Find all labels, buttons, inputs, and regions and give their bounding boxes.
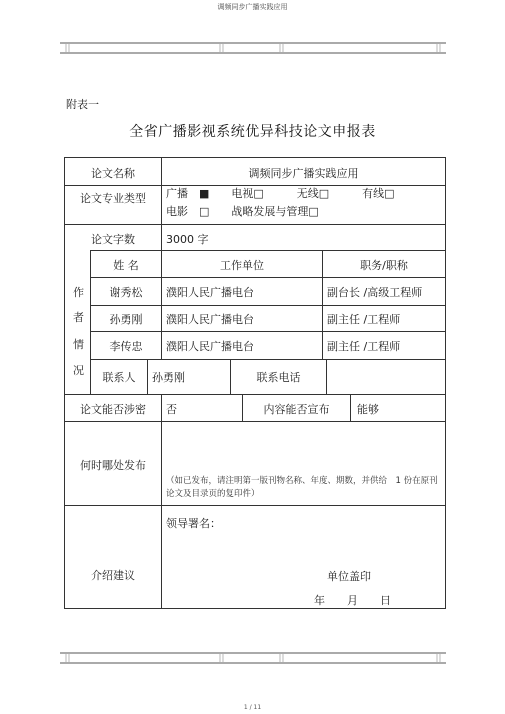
author-unit: 濮阳人民广播电台 <box>166 340 254 353</box>
author-name: 孙勇刚 <box>109 313 143 326</box>
page-number: 1 / 11 <box>243 704 262 711</box>
form-title: 全省广播影视系统优异科技论文申报表 <box>129 124 376 140</box>
author-title: 副台长 /高级工程师 <box>327 286 423 299</box>
author-unit: 濮阳人民广播电台 <box>166 286 254 299</box>
contact-person-label: 联系人 <box>102 371 136 384</box>
recommend-label: 介绍建议 <box>91 569 135 582</box>
author-side-label-3: 情 <box>73 338 84 351</box>
author-header-title: 职务/职称 <box>360 259 408 272</box>
category-label: 论文专业类型 <box>80 192 146 205</box>
author-name: 谢秀松 <box>109 286 143 299</box>
word-count-value: 3000 字 <box>166 233 209 246</box>
author-header-name: 姓 名 <box>113 259 139 272</box>
bottom-decorative-band <box>60 650 446 666</box>
publish-label: 内容能否宣布 <box>263 403 330 416</box>
document-header-title: 调频同步广播实践应用 <box>217 3 288 11</box>
author-title: 副主任 /工程师 <box>327 313 401 326</box>
contact-person-name: 孙勇刚 <box>152 371 185 384</box>
date-label: 年 月 日 <box>314 594 391 607</box>
paper-name-value: 调频同步广播实践应用 <box>248 167 359 180</box>
contact-phone-label: 联系电话 <box>256 371 301 384</box>
published-note: （如已发布，请注明第一版刊物名称、年度、期数，并供给 1 份在原刊论文及目录页的复印件） <box>166 476 438 499</box>
publish-value: 能够 <box>357 403 379 416</box>
author-side-label-2: 者 <box>73 311 84 324</box>
category-options-line2: 电影 □ 战略发展与管理□ <box>166 205 319 218</box>
top-decorative-band <box>60 40 446 56</box>
word-count-label: 论文字数 <box>91 233 135 246</box>
author-title: 副主任 /工程师 <box>327 340 401 353</box>
author-header-unit: 工作单位 <box>220 259 264 272</box>
published-label: 何时哪处发布 <box>80 459 146 472</box>
paper-name-label: 论文名称 <box>91 167 135 180</box>
application-form-table <box>64 157 446 609</box>
author-side-label-1: 作 <box>73 286 84 299</box>
unit-seal-label: 单位盖印 <box>327 570 371 583</box>
author-name: 李传忠 <box>109 340 143 353</box>
leader-signature-label: 领导署名： <box>166 517 221 530</box>
secrecy-label: 论文能否涉密 <box>80 403 146 416</box>
category-options-line1: 广播 ■ 电视□ 无线□ 有线□ <box>166 187 395 200</box>
author-unit: 濮阳人民广播电台 <box>166 313 254 326</box>
secrecy-value: 否 <box>166 403 177 416</box>
author-side-label-4: 况 <box>73 364 84 377</box>
annex-label: 附表一 <box>66 98 99 111</box>
